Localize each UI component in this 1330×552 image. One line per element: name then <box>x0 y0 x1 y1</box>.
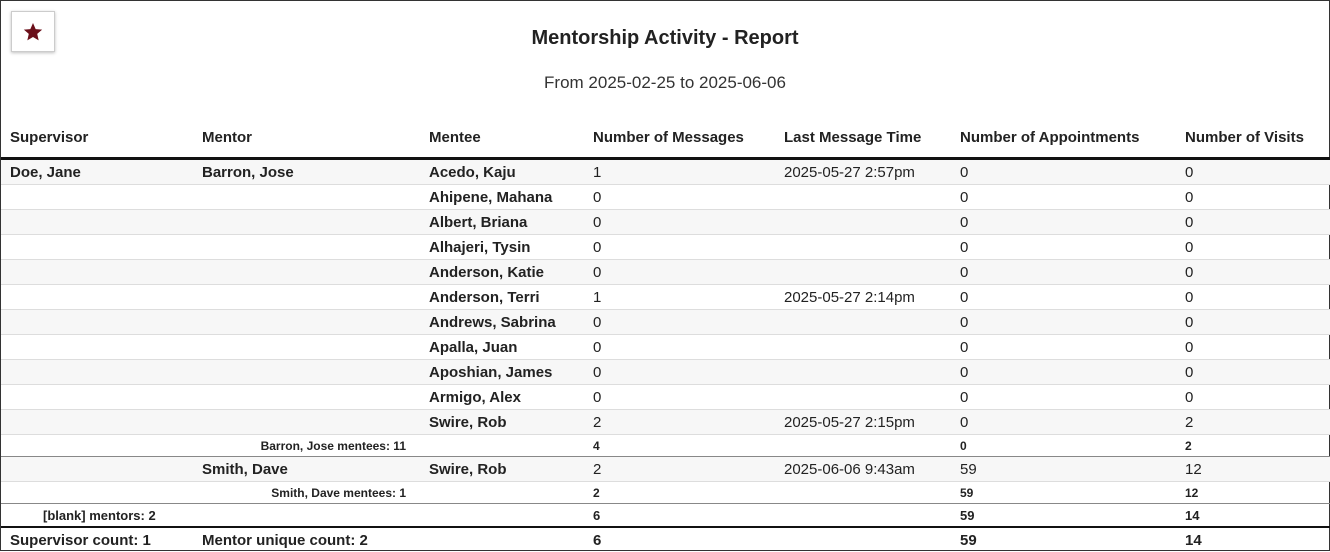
mentor-subtotal-row <box>1 482 1330 504</box>
mentee-cell: Anderson, Terri <box>420 285 584 310</box>
table-row <box>1 335 1330 360</box>
messages-cell: 0 <box>584 260 775 285</box>
table-row <box>1 310 1330 335</box>
messages-cell: 0 <box>584 360 775 385</box>
visits-cell: 0 <box>1176 210 1330 235</box>
page-title: Mentorship Activity - Report <box>531 27 799 49</box>
supervisor-cell: Doe, Jane <box>1 159 193 185</box>
mentor-count: Mentor unique count: 2 <box>202 531 368 549</box>
mentee-cell: Anderson, Katie <box>420 260 584 285</box>
messages-cell: 1 <box>584 159 775 185</box>
visits-cell: 0 <box>1176 310 1330 335</box>
last-message-cell: 2025-06-06 9:43am <box>775 457 951 482</box>
last-message-cell <box>775 210 951 235</box>
header-row <box>1 117 1330 159</box>
supervisor-total-messages: 6 <box>584 504 775 528</box>
table-row <box>1 385 1330 410</box>
last-message-cell: 2025-05-27 2:57pm <box>775 159 951 185</box>
visits-cell: 2 <box>1176 410 1330 435</box>
table-row <box>1 260 1330 285</box>
messages-cell: 0 <box>584 385 775 410</box>
appointments-cell: 0 <box>951 410 1176 435</box>
col-header-last-message[interactable]: Last Message Time <box>775 117 951 159</box>
mentor-cell: Barron, Jose <box>193 159 420 185</box>
report-table <box>1 117 1330 552</box>
subtotal-visits: 2 <box>1176 435 1330 457</box>
col-header-messages[interactable]: Number of Messages <box>584 117 775 159</box>
table-row <box>1 235 1330 260</box>
mentee-cell: Swire, Rob <box>420 410 584 435</box>
visits-cell: 0 <box>1176 235 1330 260</box>
last-message-cell <box>775 260 951 285</box>
messages-cell: 0 <box>584 235 775 260</box>
appointments-cell: 0 <box>951 260 1176 285</box>
mentee-cell: Albert, Briana <box>420 210 584 235</box>
col-header-appointments[interactable]: Number of Appointments <box>951 117 1176 159</box>
mentee-cell: Apalla, Juan <box>420 335 584 360</box>
table-row <box>1 159 1330 185</box>
messages-cell: 2 <box>584 457 775 482</box>
last-message-cell <box>775 335 951 360</box>
subtotal-visits: 12 <box>1176 482 1330 504</box>
subtotal-label: Smith, Dave mentees: 1 <box>1 482 420 504</box>
appointments-cell: 0 <box>951 310 1176 335</box>
col-header-supervisor[interactable]: Supervisor <box>1 117 193 159</box>
mentee-cell: Acedo, Kaju <box>420 159 584 185</box>
mentor-cell: Smith, Dave <box>193 457 420 482</box>
appointments-cell: 0 <box>951 185 1176 210</box>
last-message-cell: 2025-05-27 2:15pm <box>775 410 951 435</box>
subtotal-messages: 2 <box>584 482 775 504</box>
messages-cell: 0 <box>584 310 775 335</box>
visits-cell: 0 <box>1176 335 1330 360</box>
appointments-cell: 0 <box>951 235 1176 260</box>
messages-cell: 2 <box>584 410 775 435</box>
grand-total-messages: 6 <box>593 531 602 549</box>
visits-cell: 0 <box>1176 185 1330 210</box>
subtotal-appointments: 59 <box>951 482 1176 504</box>
appointments-cell: 0 <box>951 159 1176 185</box>
last-message-cell <box>775 385 951 410</box>
table-row <box>1 185 1330 210</box>
messages-cell: 0 <box>584 210 775 235</box>
appointments-cell: 0 <box>951 285 1176 310</box>
visits-cell: 0 <box>1176 360 1330 385</box>
supervisor-total-label: [blank] mentors: 2 <box>1 504 420 528</box>
mentee-cell: Armigo, Alex <box>420 385 584 410</box>
supervisor-total-appointments: 59 <box>951 504 1176 528</box>
messages-cell: 0 <box>584 185 775 210</box>
last-message-cell <box>775 310 951 335</box>
table-row <box>1 210 1330 235</box>
subtotal-messages: 4 <box>584 435 775 457</box>
mentee-cell: Aposhian, James <box>420 360 584 385</box>
visits-cell: 0 <box>1176 385 1330 410</box>
last-message-cell <box>775 360 951 385</box>
appointments-cell: 0 <box>951 385 1176 410</box>
appointments-cell: 0 <box>951 210 1176 235</box>
visits-cell: 0 <box>1176 159 1330 185</box>
mentor-subtotal-row <box>1 435 1330 457</box>
supervisor-total-visits: 14 <box>1176 504 1330 528</box>
table-row <box>1 457 1330 482</box>
mentee-cell: Alhajeri, Tysin <box>420 235 584 260</box>
appointments-cell: 0 <box>951 360 1176 385</box>
messages-cell: 0 <box>584 335 775 360</box>
visits-cell: 0 <box>1176 260 1330 285</box>
visits-cell: 0 <box>1176 285 1330 310</box>
mentee-cell: Swire, Rob <box>420 457 584 482</box>
col-header-mentee[interactable]: Mentee <box>420 117 584 159</box>
supervisor-total-row <box>1 504 1330 528</box>
last-message-cell <box>775 235 951 260</box>
grand-total-visits: 14 <box>1185 531 1202 549</box>
last-message-cell: 2025-05-27 2:14pm <box>775 285 951 310</box>
last-message-cell <box>775 185 951 210</box>
subtotal-label: Barron, Jose mentees: 11 <box>1 435 420 457</box>
subtotal-appointments: 0 <box>951 435 1176 457</box>
grand-total-appointments: 59 <box>960 531 977 549</box>
grand-total-row <box>1 527 1330 552</box>
supervisor-count: Supervisor count: 1 <box>10 531 151 549</box>
mentee-cell: Andrews, Sabrina <box>420 310 584 335</box>
date-range: From 2025-02-25 to 2025-06-06 <box>544 73 786 92</box>
appointments-cell: 0 <box>951 335 1176 360</box>
supervisor-cell <box>1 457 193 482</box>
appointments-cell: 59 <box>951 457 1176 482</box>
mentee-cell: Ahipene, Mahana <box>420 185 584 210</box>
table-row <box>1 360 1330 385</box>
col-header-mentor[interactable]: Mentor <box>193 117 420 159</box>
col-header-visits[interactable]: Number of Visits <box>1176 117 1330 159</box>
table-row <box>1 285 1330 310</box>
messages-cell: 1 <box>584 285 775 310</box>
visits-cell: 12 <box>1176 457 1330 482</box>
table-row <box>1 410 1330 435</box>
